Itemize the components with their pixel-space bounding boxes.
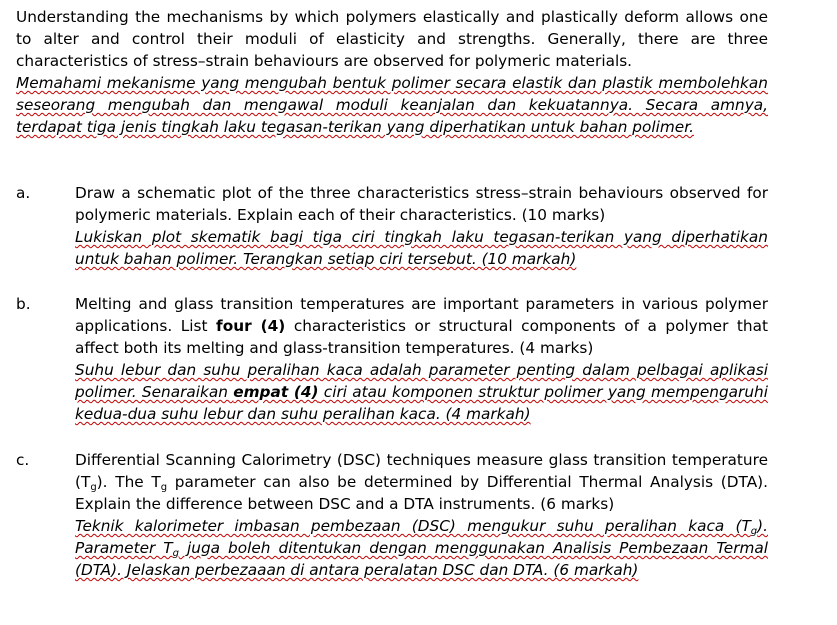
question-b-body — [75, 293, 768, 425]
tg-subscript: g — [750, 526, 758, 537]
question-c-english — [75, 449, 768, 515]
question-a-english: Draw a schematic plot of the three characteristics stress–strain behaviours observed for polymeric materials. Explain each of their characteristics. (10 marks) — [75, 184, 768, 224]
question-b-malay — [75, 359, 768, 425]
intro-english: Understanding the mechanisms by which polymers elastically and plastically deform allows one to alter and control their moduli of elasticity and strengths. Generally, there are three characteristics of stress–strain behaviours are observed for polymeric materials. — [16, 8, 768, 70]
question-b-malay-post: ciri atau komponen struktur polimer yang mempengaruhi kedua-dua suhu lebur dan suhu peralihan kaca. (4 markah) — [75, 383, 768, 423]
question-c-english-part3: parameter can also be determined by Differential Thermal Analysis (DTA). Explain the difference between DSC and a DTA instruments. (6 marks) — [75, 473, 768, 513]
question-a-malay: Lukiskan plot skematik bagi tiga ciri tingkah laku tegasan-terikan yang diperhatikan untuk bahan polimer. Terangkan setiap ciri tersebut. (10 markah) — [75, 228, 768, 268]
question-c — [16, 449, 768, 581]
question-b-malay-count: empat (4) — [233, 383, 319, 401]
question-a-body — [75, 182, 768, 270]
tg-subscript: g — [172, 548, 179, 559]
question-b-english-post: characteristics or structural components of a polymer that affect both its melting and glass-transition temperatures. (4 marks) — [75, 317, 768, 357]
intro-section — [16, 6, 768, 138]
question-b-english-count: four (4) — [216, 317, 286, 335]
question-c-malay-part1: Teknik kalorimeter imbasan pembezaan (DSC) mengukur suhu peralihan kaca (T — [75, 517, 751, 535]
question-b-english — [75, 293, 768, 359]
question-b-label: b. — [16, 295, 31, 313]
question-c-english-part2: ). The T — [96, 473, 161, 491]
question-c-body — [75, 449, 768, 581]
intro-malay: Memahami mekanisme yang mengubah bentuk polimer secara elastik dan plastik membolehkan seseorang mengubah dan mengawal moduli keanjalan dan kekuatannya. Secara amnya, terdapat tiga jenis tingkah laku tegasan-terikan yang diperhatikan untuk bahan polimer. — [16, 74, 768, 136]
question-b-english-pre: Melting and glass transition temperatures are important parameters in various polymer applications. List — [75, 295, 768, 335]
tg-subscript: g — [160, 482, 168, 493]
question-b-malay-pre: Suhu lebur dan suhu peralihan kaca adalah parameter penting dalam pelbagai aplikasi polimer. Senaraikan — [75, 361, 768, 401]
question-b — [16, 293, 768, 425]
question-c-malay-part2: ). Parameter T — [75, 517, 768, 557]
question-a — [16, 182, 768, 270]
question-c-malay — [75, 515, 768, 581]
question-c-english-part1: Differential Scanning Calorimetry (DSC) techniques measure glass transition temperature (T — [75, 451, 768, 491]
question-c-malay-part3: juga boleh ditentukan dengan menggunakan Analisis Pembezaan Termal (DTA). Jelaskan perbezaaan di antara peralatan DSC dan DTA. (6 markah) — [75, 539, 769, 579]
question-c-label: c. — [16, 451, 30, 469]
tg-subscript: g — [90, 482, 97, 493]
question-a-label: a. — [16, 184, 31, 202]
